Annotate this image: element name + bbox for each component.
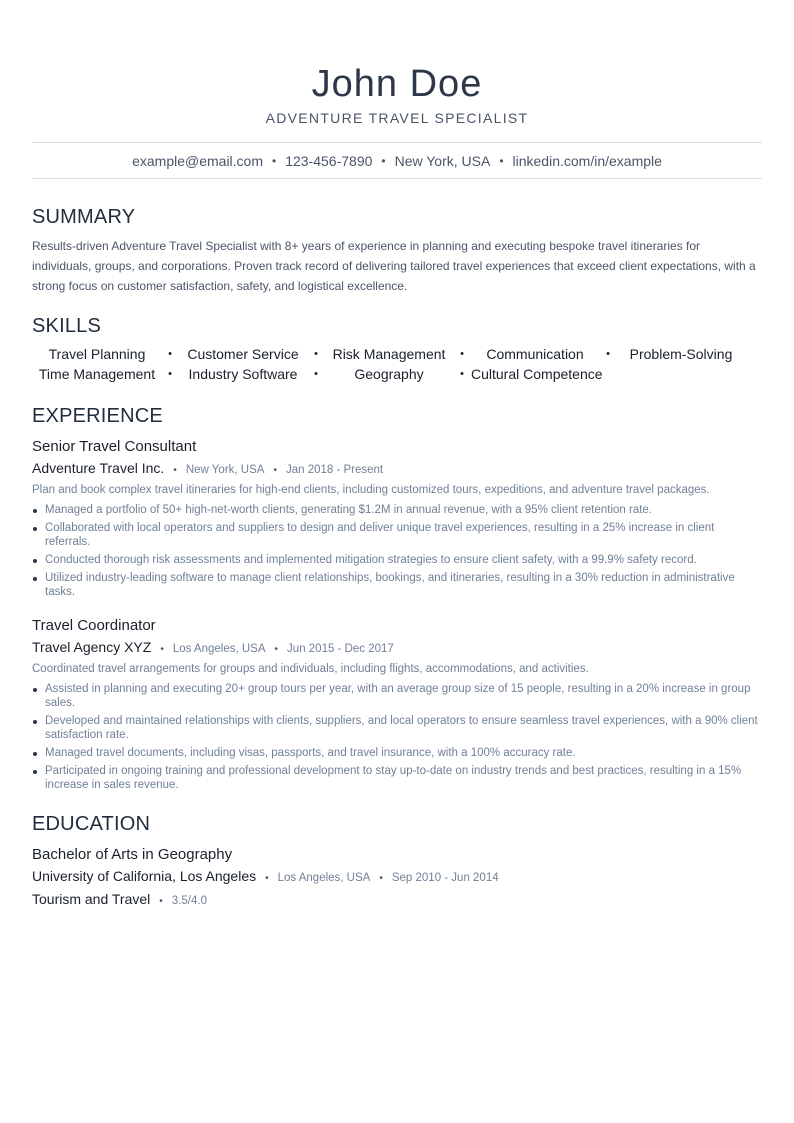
job-meta [32,637,762,660]
skill-item: Travel Planning [48,346,146,362]
meta-separator: • [173,465,177,476]
job-location: Los Angeles, USA [172,643,266,655]
summary-section [32,205,762,296]
skills-heading: SKILLS [32,315,102,337]
skill-item: Time Management [38,366,156,382]
meta-separator: • [265,873,269,884]
education-meta [32,866,762,889]
education-gpa: 3.5/4.0 [171,895,207,907]
meta-separator: • [379,873,383,884]
achievement-item: Assisted in planning and executing 20+ group tours per year, with an average group size of 15 people, resulting in a 20% increase in group sales. [32,682,762,710]
job-dates: Jun 2015 - Dec 2017 [287,643,394,655]
job-description: Coordinated travel arrangements for groups and individuals, including flights, accommodations, and activities. [32,663,589,675]
skill-item: Customer Service [187,346,299,362]
meta-separator: • [273,465,277,476]
achievement-item: Managed travel documents, including visas, passports, and travel insurance, with a 100% accuracy rate. [32,746,762,760]
skill-separator: • [460,368,464,380]
candidate-title: ADVENTURE TRAVEL SPECIALIST [265,110,529,126]
degree-title: Bachelor of Arts in Geography [32,846,233,863]
school-name: University of California, Los Angeles [32,868,257,884]
skill-separator: • [460,348,464,360]
contact-separator: • [499,153,504,168]
job-entry [32,615,762,792]
skill-item: Cultural Competence [471,366,603,382]
skill-item: Risk Management [332,346,446,362]
job-meta [32,458,762,481]
experience-heading: EXPERIENCE [32,405,163,427]
job-title: Senior Travel Consultant [32,438,197,455]
resume-header [32,0,762,126]
skills-section [32,314,762,384]
education-focus: Tourism and Travel [32,891,151,907]
skill-separator: • [314,368,318,380]
meta-separator: • [159,896,163,907]
contact-bar [32,142,762,179]
education-dates: Sep 2010 - Jun 2014 [391,872,499,884]
summary-text: Results-driven Adventure Travel Specialist with 8+ years of experience in planning and executing bespoke travel itineraries for individuals, groups, and corporations. Proven track record of delivering tailored travel experiences that exceed client expectations, with a strong focus on customer satisfaction, safety, and logistical excellence. [32,239,756,293]
achievement-item: Conducted thorough risk assessments and implemented mitigation strategies to ensure client safety, with a 99.9% safety record. [32,553,762,567]
job-location: New York, USA [185,464,265,476]
skill-separator: • [168,348,172,360]
skill-separator: • [606,348,610,360]
skill-item: Industry Software [188,366,298,382]
job-achievements [32,503,762,599]
contact-email[interactable]: example@email.com [132,152,263,169]
skills-grid [33,344,762,384]
education-focus-row [32,889,762,912]
contact-linkedin[interactable]: linkedin.com/in/example [512,152,662,169]
summary-heading: SUMMARY [32,206,136,228]
achievement-item: Collaborated with local operators and suppliers to design and deliver unique travel experiences, resulting in a 25% increase in client referrals. [32,521,762,549]
achievement-item: Developed and maintained relationships with clients, suppliers, and local operators to ensure seamless travel experiences, with a 90% client satisfaction rate. [32,714,762,742]
job-entry [32,436,762,599]
job-company: Travel Agency XYZ [32,639,152,655]
job-achievements [32,682,762,792]
achievement-item: Participated in ongoing training and professional development to stay up-to-date on industry trends and best practices, resulting in a 15% increase in sales revenue. [32,764,762,792]
skill-separator: • [168,368,172,380]
contact-location: New York, USA [394,152,491,169]
job-title: Travel Coordinator [32,617,156,634]
school-location: Los Angeles, USA [277,872,371,884]
contact-phone[interactable]: 123-456-7890 [285,152,373,169]
meta-separator: • [160,644,164,655]
skill-item: Geography [354,366,424,382]
candidate-name: John Doe [311,63,483,105]
job-description: Plan and book complex travel itineraries for high-end clients, including customized tours, expeditions, and adventure travel packages. [32,484,710,496]
skill-item: Communication [486,346,584,362]
skill-item: Problem-Solving [629,346,733,362]
skills-row [33,364,762,384]
skills-row [33,344,762,364]
job-dates: Jan 2018 - Present [285,464,384,476]
job-company: Adventure Travel Inc. [32,460,165,476]
education-section [32,812,762,912]
resume-page [32,0,762,912]
education-heading: EDUCATION [32,813,151,835]
meta-separator: • [274,644,279,655]
contact-separator: • [272,153,277,168]
contact-separator: • [381,153,386,168]
experience-section [32,404,762,792]
achievement-item: Utilized industry-leading software to manage client relationships, bookings, and itineraries, resulting in a 30% reduction in administrative tasks. [32,571,762,599]
achievement-item: Managed a portfolio of 50+ high-net-worth clients, generating $1.2M in annual revenue, with a 95% client retention rate. [32,503,762,517]
skill-separator: • [314,348,318,360]
